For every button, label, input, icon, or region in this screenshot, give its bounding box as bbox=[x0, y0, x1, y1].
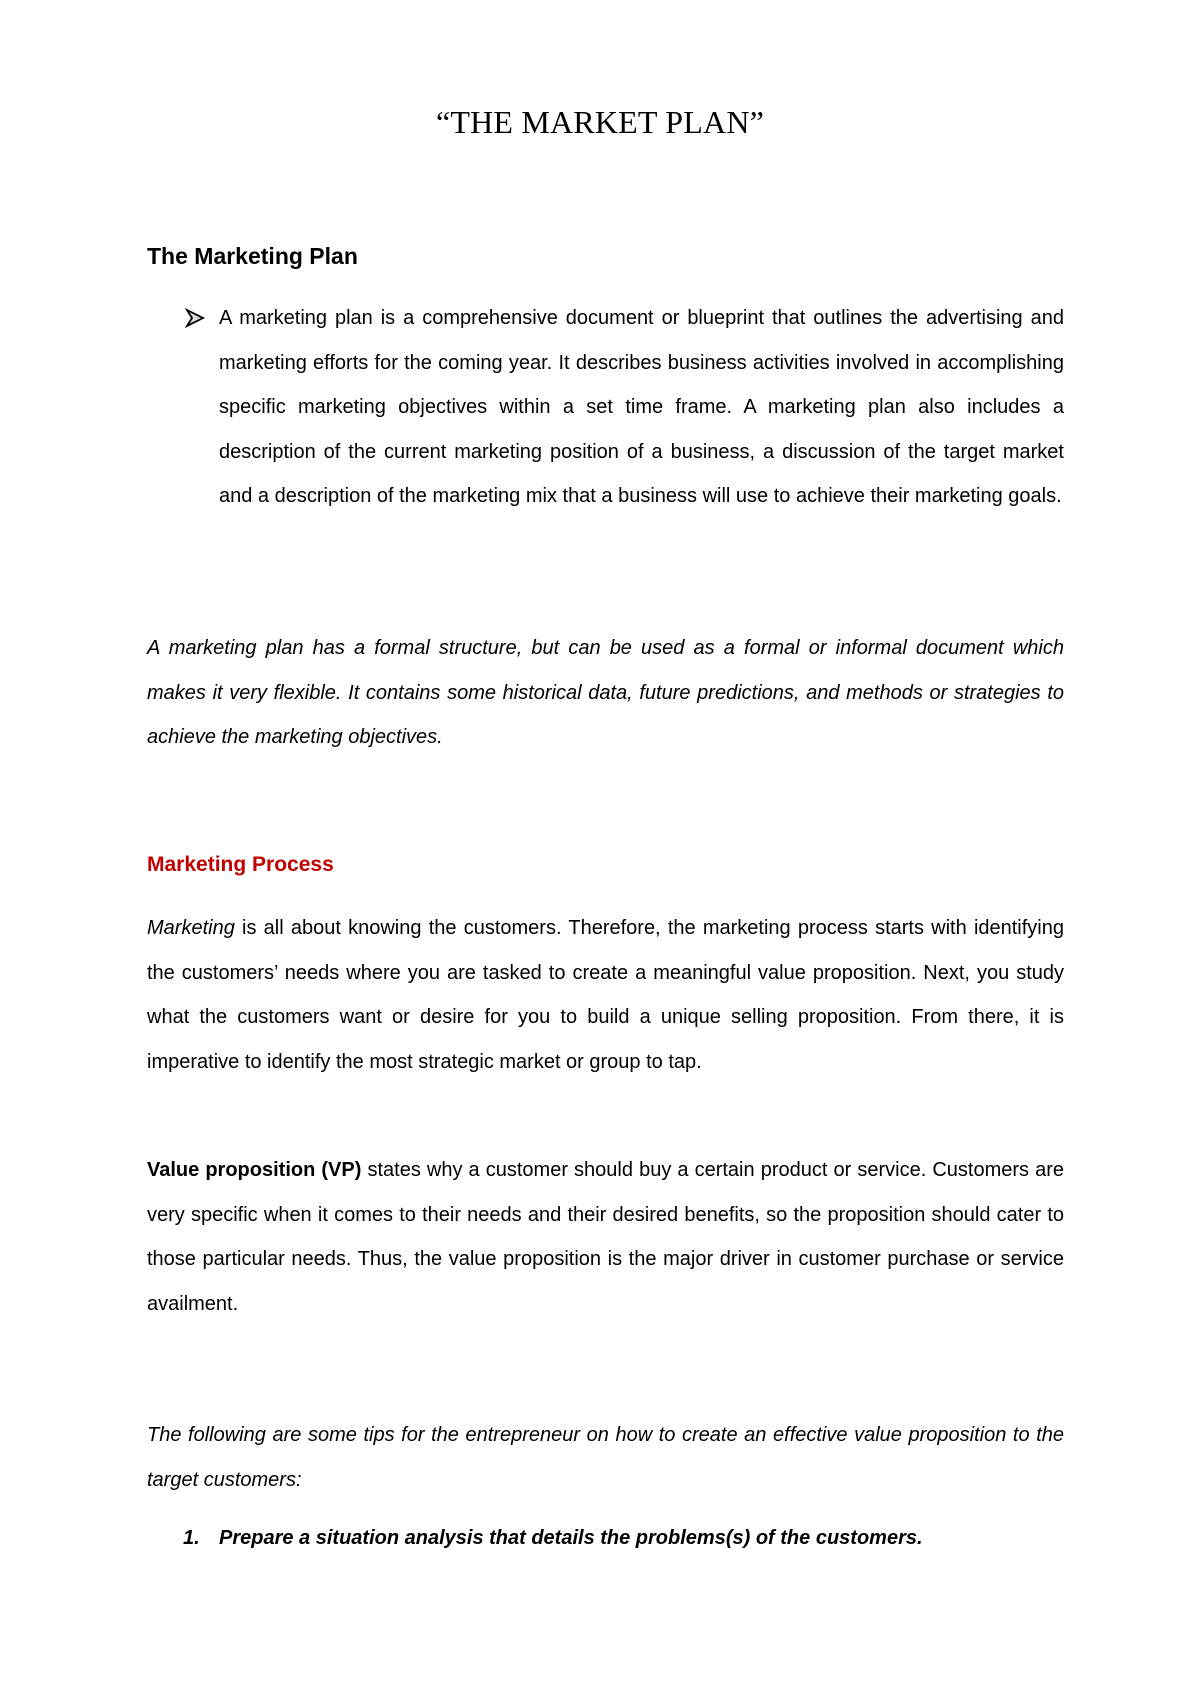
paragraph-marketing bbox=[147, 906, 1064, 1084]
paragraph-tips-intro: The following are some tips for the entrepreneur on how to create an effective value proposition to the target customers: bbox=[147, 1424, 1064, 1491]
value-proposition-term: Value proposition (VP) bbox=[147, 1159, 362, 1181]
bullet-list-item bbox=[184, 296, 1064, 519]
arrowhead-bullet-icon bbox=[184, 296, 208, 340]
tip-number: 1. bbox=[183, 1527, 200, 1549]
numbered-tip-item bbox=[183, 1523, 923, 1553]
paragraph-value-proposition bbox=[147, 1148, 1064, 1326]
section-heading-marketing-plan: The Marketing Plan bbox=[147, 243, 358, 269]
section-heading-marketing-process: Marketing Process bbox=[147, 853, 334, 876]
document-title: “THE MARKET PLAN” bbox=[435, 104, 765, 140]
bullet-text-definition: A marketing plan is a comprehensive document or blueprint that outlines the advertising and marketing efforts for the coming year. It describes business activities involved in accomplishing specific marketing objectives within a set time frame. A marketing plan also includes a description of the current marketing position of a business, a discussion of the target market and a description of the marketing mix that a business will use to achieve their marketing goals. bbox=[219, 307, 1064, 507]
marketing-term: Marketing bbox=[147, 917, 235, 939]
tip-text: Prepare a situation analysis that details the problems(s) of the customers. bbox=[219, 1527, 923, 1549]
value-proposition-text: states why a customer should buy a certain product or service. Customers are very specific when it comes to their needs and their desired benefits, so the proposition should cater to those particular needs. Thus, the value proposition is the major driver in customer purchase or service availment. bbox=[147, 1159, 1064, 1315]
paragraph-formal-structure: A marketing plan has a formal structure, but can be used as a formal or informal document which makes it very flexible. It contains some historical data, future predictions, and methods or strategies to achieve the marketing objectives. bbox=[147, 637, 1064, 748]
marketing-paragraph-text: is all about knowing the customers. Therefore, the marketing process starts with identifying the customers’ needs where you are tasked to create a meaningful value proposition. Next, you study what the customers want or desire for you to build a unique selling proposition. From there, it is imperative to identify the most strategic market or group to tap. bbox=[147, 917, 1064, 1073]
